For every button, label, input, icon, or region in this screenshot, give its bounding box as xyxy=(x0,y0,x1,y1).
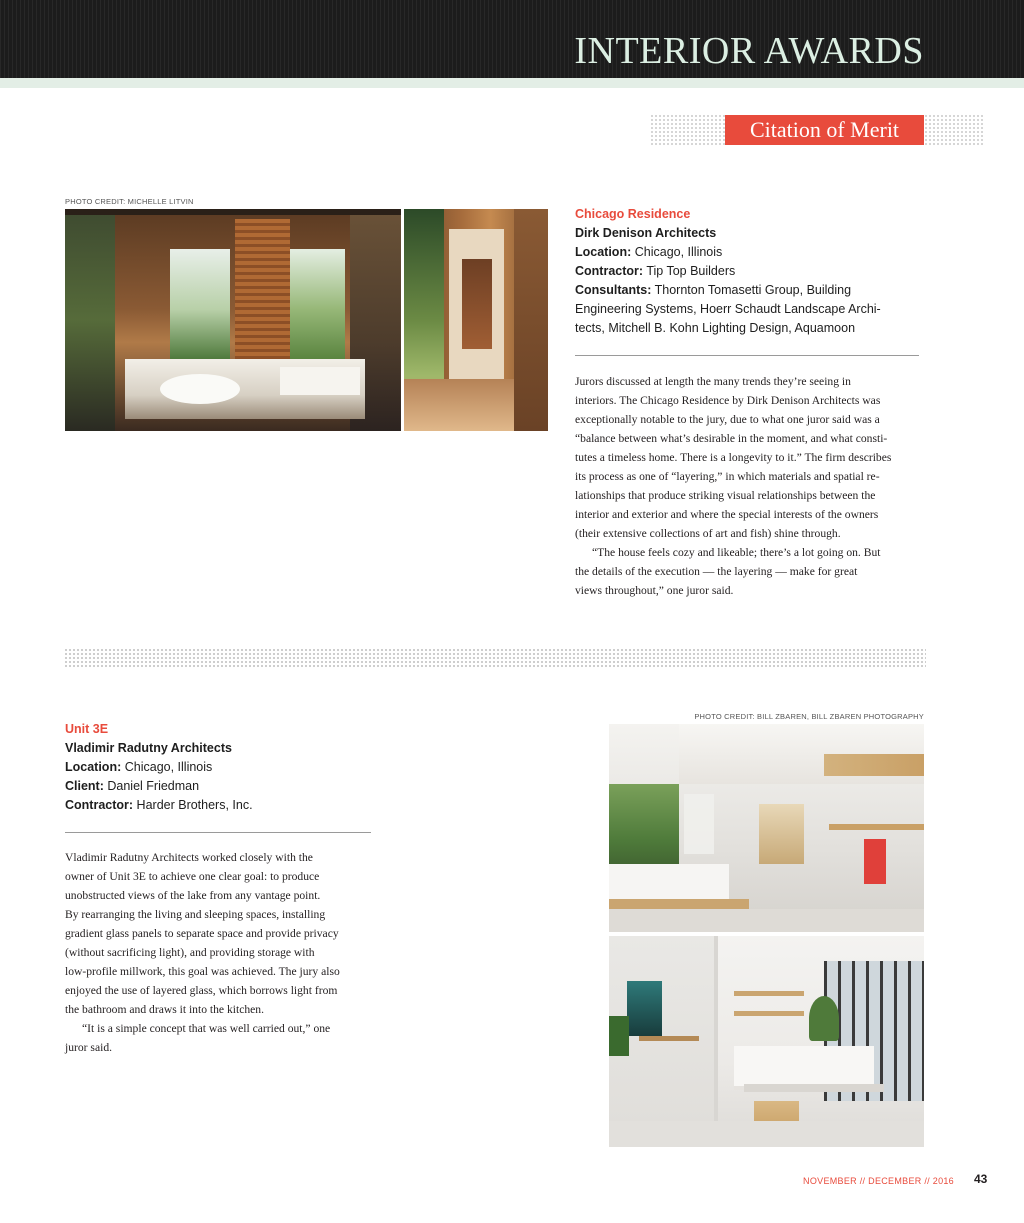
hallway-photo xyxy=(404,209,548,431)
citation-badge: Citation of Merit xyxy=(725,115,924,145)
body-line: enjoyed the use of layered glass, which borrows light from xyxy=(65,984,338,997)
body-line: owner of Unit 3E to achieve one clear goal: to produce xyxy=(65,870,320,883)
body-line: lationships that produce striking visual relationships between the xyxy=(575,489,876,502)
photo-credit: PHOTO CREDIT: BILL ZBAREN, BILL ZBAREN PHOTOGRAPHY xyxy=(694,712,924,721)
decorative-dots-right xyxy=(924,114,984,146)
quote-line: views throughout,” one juror said. xyxy=(575,584,734,597)
body-line: By rearranging the living and sleeping spaces, installing xyxy=(65,908,326,921)
photo-credit: PHOTO CREDIT: MICHELLE LITVIN xyxy=(65,197,194,206)
page-number: 43 xyxy=(974,1172,988,1186)
body-line: its process as one of “layering,” in which materials and spatial re- xyxy=(575,470,880,483)
body-line: gradient glass panels to separate space and provide privacy xyxy=(65,927,339,940)
client-line: Client: Daniel Friedman xyxy=(65,779,200,793)
body-line: low-profile millwork, this goal was achieved. The jury also xyxy=(65,965,340,978)
body-line: Jurors discussed at length the many trends they’re seeing in xyxy=(575,375,851,388)
project-description xyxy=(65,848,405,1057)
consultants-line-3: tects, Mitchell B. Kohn Lighting Design, Aquamoon xyxy=(575,321,856,335)
bathroom-photo xyxy=(65,209,401,431)
bedroom-photo xyxy=(609,724,924,932)
decorative-dots-left xyxy=(650,114,725,146)
body-line: (their extensive collections of art and fish) shine through. xyxy=(575,527,841,540)
location-line: Location: Chicago, Illinois xyxy=(65,760,213,774)
project-credits xyxy=(65,720,385,815)
project-title: Chicago Residence xyxy=(575,207,691,221)
living-area-photo xyxy=(609,936,924,1147)
header-stripe xyxy=(0,78,1024,88)
section-title: INTERIOR AWARDS xyxy=(574,30,924,72)
body-line: interior and exterior and where the special interests of the owners xyxy=(575,508,879,521)
quote-line: “It is a simple concept that was well carried out,” one xyxy=(82,1022,331,1035)
location-line: Location: Chicago, Illinois xyxy=(575,245,723,259)
project-credits xyxy=(575,205,920,338)
divider-rule xyxy=(65,832,371,833)
body-line: unobstructed views of the lake from any vantage point. xyxy=(65,889,321,902)
body-line: exceptionally notable to the jury, due to what one juror said was a xyxy=(575,413,880,426)
quote-line: juror said. xyxy=(65,1041,113,1054)
body-line: the bathroom and draws it into the kitchen. xyxy=(65,1003,264,1016)
consultants-line-2: Engineering Systems, Hoerr Schaudt Landscape Archi- xyxy=(575,302,881,316)
firm-name: Vladimir Radutny Architects xyxy=(65,741,232,755)
body-line: interiors. The Chicago Residence by Dirk Denison Architects was xyxy=(575,394,881,407)
project-title: Unit 3E xyxy=(65,722,109,736)
consultants-line: Consultants: Thornton Tomasetti Group, Building xyxy=(575,283,852,297)
issue-date: NOVEMBER // DECEMBER // 2016 xyxy=(803,1176,954,1186)
section-divider xyxy=(64,648,926,668)
body-line: “balance between what’s desirable in the moment, and what consti- xyxy=(575,432,888,445)
divider-rule xyxy=(575,355,919,356)
contractor-line: Contractor: Tip Top Builders xyxy=(575,264,736,278)
body-line: (without sacrificing light), and providing storage with xyxy=(65,946,315,959)
firm-name: Dirk Denison Architects xyxy=(575,226,717,240)
body-line: Vladimir Radutny Architects worked closely with the xyxy=(65,851,313,864)
contractor-line: Contractor: Harder Brothers, Inc. xyxy=(65,798,253,812)
quote-line: “The house feels cozy and likeable; there’s a lot going on. But xyxy=(592,546,881,559)
quote-line: the details of the execution — the layering — make for great xyxy=(575,565,858,578)
project-description xyxy=(575,372,930,600)
body-line: tutes a timeless home. There is a longevity to it.” The firm describes xyxy=(575,451,892,464)
